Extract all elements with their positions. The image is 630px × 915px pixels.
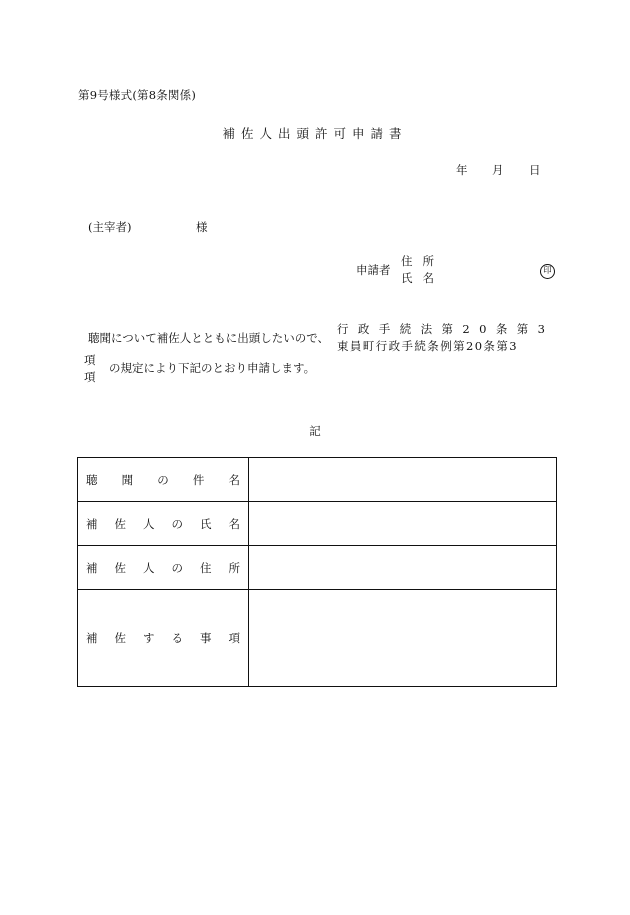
label-char: る (171, 631, 183, 645)
label-char: 聞 (121, 472, 134, 487)
recipient-role: (主宰者) (88, 220, 132, 234)
label-char: 人 (143, 560, 155, 575)
date-month: 月 (492, 163, 504, 177)
label-hearing-case (78, 472, 248, 488)
label-char: す (143, 631, 155, 645)
label-char: 補 (86, 560, 98, 575)
kou-1: 項 (84, 353, 96, 367)
value-assistance-matters[interactable] (249, 590, 557, 687)
label-char: 所 (228, 560, 240, 575)
label-cell-assistant-address (78, 546, 249, 590)
label-char: 補 (86, 631, 98, 645)
table-row-hearing-case (78, 458, 557, 502)
label-cell-assistant-name (78, 502, 249, 546)
detail-table (77, 457, 557, 687)
value-assistant-name[interactable] (249, 502, 557, 546)
value-hearing-case[interactable] (249, 458, 557, 502)
document-title: 補佐人出頭許可申請書 (222, 126, 408, 141)
date-day: 日 (529, 163, 541, 177)
form-number: 第9号様式(第8条関係) (78, 88, 197, 102)
label-cell-assistance-matters (78, 590, 249, 687)
name-label: 氏名 (401, 271, 444, 285)
label-char: 佐 (114, 516, 126, 531)
seal-mark: 印 (540, 264, 555, 279)
table-row-assistant-address (78, 546, 557, 590)
label-assistance-matters (78, 630, 248, 646)
label-char: の (171, 516, 183, 531)
applicant-label: 申請者 (356, 263, 391, 277)
label-assistant-name (78, 516, 248, 532)
label-char: 項 (228, 631, 240, 645)
label-char: の (157, 472, 169, 487)
law-option-town-ordinance: 東員町行政手続条例第20条第3 (337, 339, 518, 353)
address-label: 住所 (401, 254, 444, 268)
date-year: 年 (456, 163, 468, 177)
table-row-assistant-name (78, 502, 557, 546)
ki-mark: 記 (309, 424, 321, 438)
label-char: の (171, 560, 183, 575)
body-line-2: の規定により下記のとおり申請します。 (109, 361, 316, 375)
label-cell-hearing-case (78, 458, 249, 502)
label-char: 名 (228, 516, 240, 531)
value-assistant-address[interactable] (249, 546, 557, 590)
label-char: 事 (200, 631, 212, 645)
label-assistant-address (78, 560, 248, 576)
table-row-assistance-matters (78, 590, 557, 687)
label-char: 佐 (114, 560, 126, 575)
label-char: 人 (143, 516, 155, 531)
label-char: 補 (86, 516, 98, 531)
label-char: 住 (200, 560, 212, 575)
body-line-1: 聴聞について補佐人とともに出頭したいので、 (88, 331, 330, 345)
label-char: 佐 (114, 631, 126, 645)
law-option-procedure-act: 行政手続法第20条第3 (337, 322, 555, 336)
label-char: 氏 (200, 516, 212, 531)
kou-2: 項 (84, 370, 96, 384)
label-char: 名 (228, 472, 240, 487)
label-char: 件 (192, 472, 205, 487)
recipient-honorific: 様 (196, 220, 208, 234)
label-char: 聴 (86, 472, 98, 487)
